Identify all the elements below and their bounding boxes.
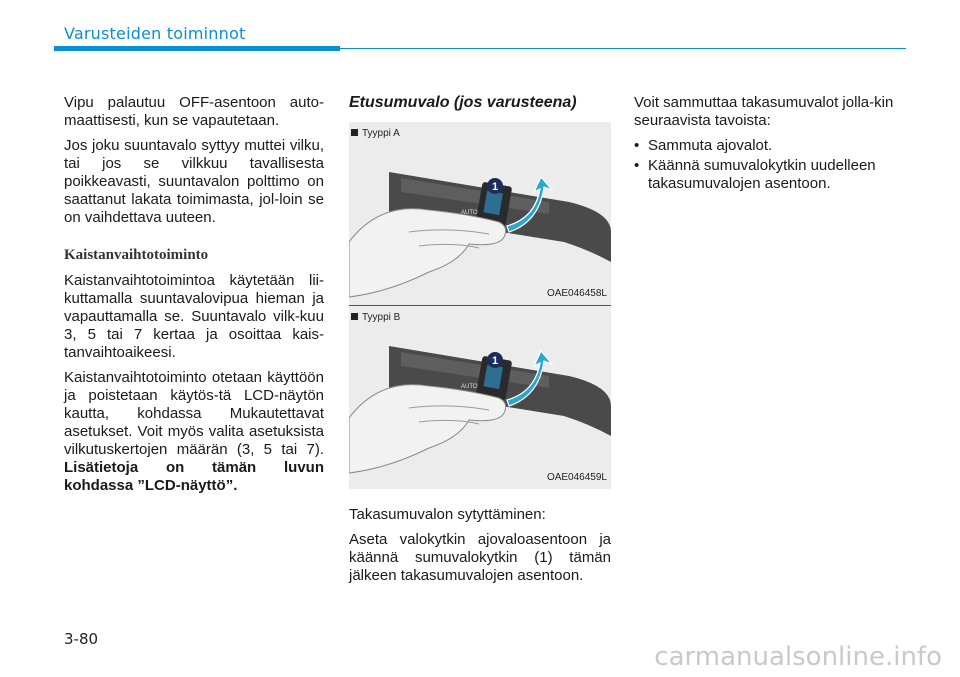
figure-label-a: Tyyppi A bbox=[351, 125, 400, 143]
paragraph-bulb-failure: Jos joku suuntavalo syttyy muttei vilku, tai jos se vilkkuu tavallisesta poikkeavasti, suuntavalon polttimo on saattanut lakata toimimasta, jol-loin se on vaihdettava uuteen. bbox=[64, 137, 324, 226]
section-title: Varusteiden toiminnot bbox=[64, 24, 246, 43]
list-item: • Sammuta ajovalot. bbox=[634, 137, 773, 154]
square-bullet-icon bbox=[351, 129, 358, 136]
switch-label-a: AUTO bbox=[461, 210, 478, 216]
lane-change-heading: Kaistanvaihtotoiminto bbox=[64, 247, 209, 263]
paragraph-lane-change: Kaistanvaihtotoimintoa käytetään lii-kuttamalla suuntavalovipua hieman ja vapauttamalla se. Suuntavalo vilk-kuu 3, 5 tai 7 kertaa ja osoittaa kais-tanvaihtoaikeesi. bbox=[64, 272, 324, 361]
rear-fog-off-intro: Voit sammuttaa takasumuvalot jolla-kin seuraavista tavoista: bbox=[634, 94, 894, 129]
rear-fog-instructions bbox=[349, 506, 611, 585]
marker-1-a: 1 bbox=[491, 181, 499, 193]
fog-light-heading: Etusumuvalo (jos varusteena) bbox=[349, 94, 577, 111]
bullet-icon: • bbox=[634, 137, 640, 154]
rear-fog-off-list bbox=[634, 137, 896, 193]
bullet-icon: • bbox=[634, 157, 640, 174]
header-rule bbox=[340, 48, 906, 49]
rear-fog-on-heading: Takasumuvalon sytyttäminen: bbox=[349, 506, 546, 523]
stalk-illustration-b bbox=[349, 306, 611, 489]
figure-type-b bbox=[349, 306, 611, 489]
stalk-illustration-a bbox=[349, 122, 611, 305]
switch-label-b: AUTO bbox=[461, 384, 478, 390]
paragraph-lane-change-settings bbox=[64, 369, 324, 495]
figure-label-b: Tyyppi B bbox=[351, 309, 400, 327]
column-3 bbox=[634, 94, 896, 195]
column-1 bbox=[64, 94, 324, 502]
header-bar bbox=[54, 46, 340, 51]
figure-code-b: OAE046459L bbox=[546, 472, 607, 483]
list-item: • Käännä sumuvalokytkin uudelleen takasumuvalojen asentoon. bbox=[634, 157, 876, 192]
figure-code-a: OAE046458L bbox=[546, 288, 607, 299]
paragraph-auto-return: Vipu palautuu OFF-asentoon auto-maattisesti, kun se vapautetaan. bbox=[64, 94, 324, 129]
watermark: carmanualsonline.info bbox=[654, 642, 942, 672]
settings-text: Kaistanvaihtotoiminto otetaan käyttöön ja poistetaan käytös-tä LCD-näytön kautta, kohdassa Mukautettavat asetukset. Voit myös valita asetuksista vilkutuskertojen määrän (3, 5 tai 7). bbox=[64, 369, 324, 458]
marker-1-b: 1 bbox=[491, 355, 499, 367]
page-number: 3-80 bbox=[64, 630, 99, 648]
settings-reference: Lisätietoja on tämän luvun kohdassa ”LCD-näyttö”. bbox=[64, 459, 324, 494]
square-bullet-icon bbox=[351, 313, 358, 320]
rear-fog-on-text: Aseta valokytkin ajovaloasentoon ja käännä sumuvalokytkin (1) tämän jälkeen takasumuvalojen asentoon. bbox=[349, 531, 611, 584]
column-2 bbox=[349, 94, 611, 592]
figure-type-a bbox=[349, 122, 611, 305]
